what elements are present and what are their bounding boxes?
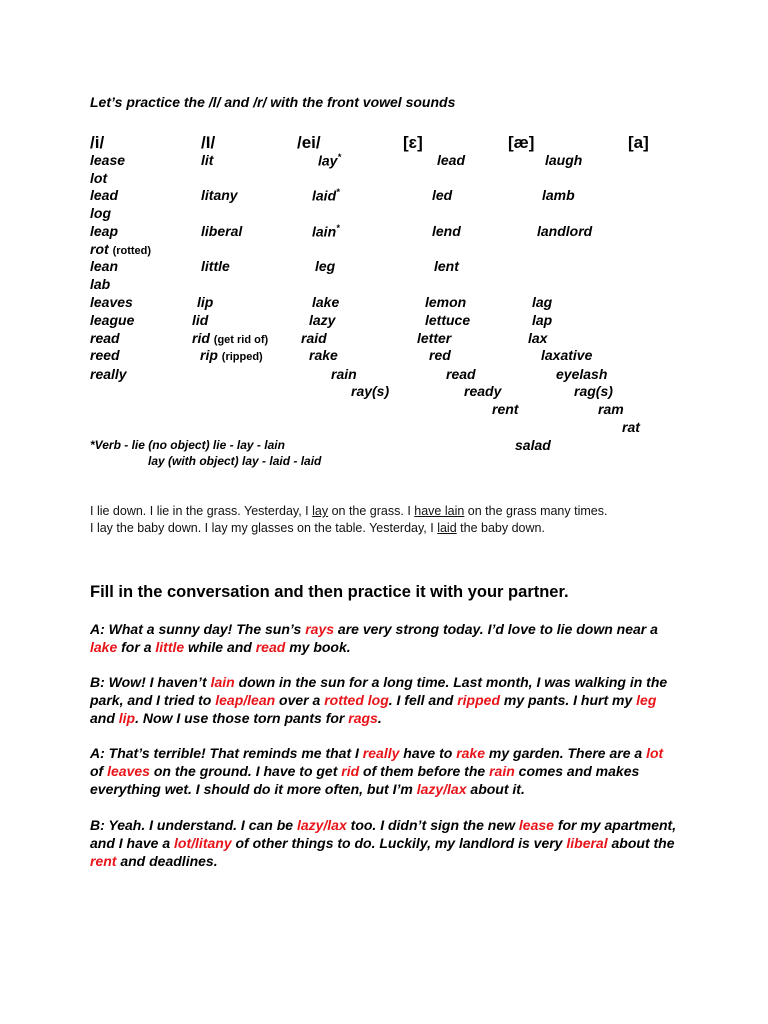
conversation-text: my garden. There are a: [485, 745, 647, 761]
word-lake: lake: [312, 294, 340, 310]
word-salad: salad: [515, 437, 551, 453]
answer-word: lazy/lax: [416, 781, 467, 798]
word-leaves: leaves: [90, 294, 133, 310]
answer-word: liberal: [566, 835, 608, 852]
worksheet-title: Let’s practice the /l/ and /r/ with the front vowel sounds: [90, 94, 456, 110]
word-lag: lag: [532, 294, 553, 310]
conversation-text: .: [377, 710, 382, 727]
conversation-text: are very strong today. I’d love to lie down near a: [334, 621, 658, 637]
conversation-text: B: Wow! I haven’t: [90, 674, 211, 690]
header-ei: /ei/: [297, 133, 321, 152]
word-rat: rat: [622, 419, 640, 435]
word-leg: leg: [315, 258, 336, 274]
answer-word: leg: [636, 692, 657, 709]
answer-word: lain: [210, 674, 235, 690]
answer-word: lot: [646, 745, 664, 761]
header-long-i: /i/: [90, 133, 105, 152]
verb-note-line1: *Verb - lie (no object) lie - lay - lain: [90, 438, 285, 452]
word-red: red: [429, 347, 451, 363]
answer-word: lease: [518, 817, 554, 833]
conversation-text: of other things to do. Luckily, my landlord is very: [231, 835, 567, 852]
word-lot: lot: [90, 170, 108, 186]
conversation-text: of them before the: [359, 763, 490, 780]
word-lettuce: lettuce: [425, 312, 471, 328]
verb-note-line2: lay (with object) lay - laid - laid: [148, 454, 322, 468]
word-read-e: read: [446, 366, 476, 382]
answer-word: leap/lean: [215, 692, 276, 709]
word-led: led: [432, 187, 453, 203]
word-read-i: read: [90, 330, 120, 346]
conversation-text: for a: [117, 639, 156, 656]
word-lemon: lemon: [425, 294, 467, 310]
word-lap: lap: [532, 312, 553, 328]
word-eyelash: eyelash: [556, 366, 608, 382]
word-ram: ram: [598, 401, 624, 417]
answer-word: rid: [341, 763, 360, 780]
conversation-text: too. I didn’t sign the new: [346, 817, 519, 833]
answer-word: rags: [348, 710, 378, 727]
word-ready: ready: [464, 383, 502, 399]
word-laid: laid*: [312, 187, 340, 204]
word-lay: lay*: [318, 152, 341, 169]
conversation-text: my book.: [285, 639, 351, 656]
word-really: really: [90, 366, 127, 382]
header-short-i: /I/: [201, 133, 216, 152]
word-lend: lend: [432, 223, 461, 239]
conversation-text: down in the sun for a long time. Last month, I was walking in the park, and I tried to: [90, 674, 668, 709]
conversation-a1: [90, 620, 680, 656]
word-lip: lip: [197, 294, 214, 310]
answer-word: really: [362, 745, 400, 761]
example-lie-paragraph: I lie down. I lie in the grass. Yesterday, I lay on the grass. I have lain on the grass many times. I lay the baby down. I lay my glasses on the table. Yesterday, I laid the baby down.: [90, 504, 608, 535]
word-lean: lean: [90, 258, 119, 274]
word-lit: lit: [201, 152, 214, 168]
conversation-text: over a: [275, 692, 325, 709]
word-lead-e: lead: [437, 152, 466, 168]
word-raid: raid: [301, 330, 327, 346]
answer-word: rent: [90, 853, 117, 870]
word-log: log: [90, 205, 111, 221]
conversation-b1: [90, 673, 680, 728]
answer-word: read: [255, 639, 286, 656]
word-rent: rent: [492, 401, 519, 417]
word-league: league: [90, 312, 135, 328]
header-a: [a]: [628, 133, 649, 152]
word-lead-i: lead: [90, 187, 119, 203]
word-lain: lain*: [312, 223, 340, 240]
word-leap: leap: [90, 223, 119, 239]
word-letter: letter: [417, 330, 452, 346]
word-lazy: lazy: [309, 312, 336, 328]
answer-word: lip: [118, 710, 136, 727]
conversation-text: about it.: [466, 781, 525, 798]
conversation-text: . I fell and: [388, 692, 458, 709]
conversation-b2: [90, 816, 680, 871]
conversation-text: on the ground. I have to get: [149, 763, 342, 780]
conversation-text: comes and makes everything wet. I should do it more often, but I’m: [90, 763, 640, 798]
header-ash: [æ]: [508, 133, 535, 152]
answer-word: rake: [456, 745, 485, 761]
fill-in-heading: Fill in the conversation and then practice it with your partner.: [90, 583, 569, 601]
word-laxative: laxative: [541, 347, 593, 363]
word-liberal: liberal: [201, 223, 243, 239]
word-rake: rake: [309, 347, 338, 363]
header-epsilon: [ɛ]: [403, 133, 423, 152]
conversation-text: and deadlines.: [116, 853, 218, 870]
answer-word: rotted log: [324, 692, 389, 709]
word-rays: ray(s): [351, 383, 390, 399]
conversation-text: my pants. I hurt my: [500, 692, 637, 709]
word-lamb: lamb: [542, 187, 575, 203]
conversation-a2: [90, 744, 680, 799]
answer-word: rain: [489, 763, 515, 780]
word-rid: rid (get rid of): [192, 330, 269, 346]
conversation-text: while and: [184, 639, 256, 656]
conversation-text: of: [90, 763, 108, 780]
conversation-text: and: [90, 710, 119, 727]
word-lax: lax: [528, 330, 548, 346]
word-reed: reed: [90, 347, 120, 363]
answer-word: ripped: [457, 692, 500, 709]
answer-word: lake: [90, 639, 118, 656]
conversation-text: A: What a sunny day! The sun’s: [90, 621, 306, 637]
conversation-text: . Now I use those torn pants for: [135, 710, 349, 727]
word-landlord: landlord: [537, 223, 593, 239]
word-lid: lid: [192, 312, 209, 328]
word-lent: lent: [434, 258, 459, 274]
word-lease: lease: [90, 152, 126, 168]
word-rot: rot (rotted): [90, 241, 152, 257]
word-rip: rip (ripped): [200, 347, 263, 363]
answer-word: little: [155, 639, 185, 656]
conversation-text: have to: [399, 745, 457, 761]
answer-word: lot/litany: [174, 835, 232, 852]
answer-word: lazy/lax: [296, 817, 347, 833]
conversation-text: for my apartment, and I have a: [90, 817, 677, 852]
word-litany: litany: [201, 187, 238, 203]
word-laugh: laugh: [545, 152, 583, 168]
word-rain: rain: [331, 366, 357, 382]
conversation-text: A: That’s terrible! That reminds me that I: [90, 745, 363, 761]
answer-word: rays: [305, 621, 335, 637]
word-rags: rag(s): [574, 383, 613, 399]
answer-word: leaves: [107, 763, 150, 780]
conversation-text: B: Yeah. I understand. I can be: [90, 817, 297, 833]
word-little: little: [201, 258, 230, 274]
word-lab: lab: [90, 276, 111, 292]
conversation-text: about the: [607, 835, 675, 852]
